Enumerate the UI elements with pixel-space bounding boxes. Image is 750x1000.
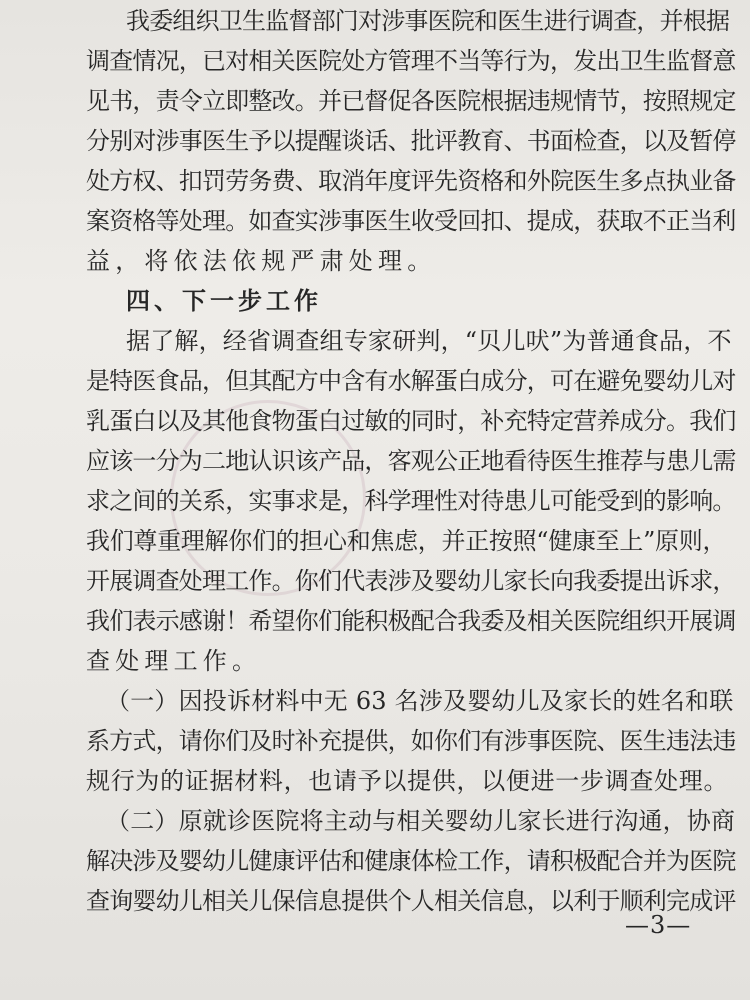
- paragraph-line: 我们尊重理解你们的担心和焦虑，并正按照“健康至上”原则，: [86, 527, 727, 555]
- list-item-line: 解决涉及婴幼儿健康评估和健康体检工作，请积极配合并为医院: [86, 847, 736, 875]
- paragraph-line: 我们表示感谢！希望你们能积极配合我委及相关医院组织开展调: [86, 607, 736, 635]
- paragraph-line: 求之间的关系，实事求是，科学理性对待患儿可能受到的影响。: [86, 487, 736, 515]
- list-item-line: （一）因投诉材料中无 63 名涉及婴幼儿及家长的姓名和联: [106, 687, 734, 715]
- list-item-line: 规行为的证据材料，也请予以提供，以便进一步调查处理。: [86, 767, 729, 795]
- paragraph-line: 益，将依法依规严肃处理。: [86, 247, 437, 275]
- page-number: —3—: [625, 911, 692, 939]
- section-heading: 四、下一步工作: [126, 287, 322, 315]
- paragraph-line: 见书，责令立即整改。并已督促各医院根据违规情节，按照规定: [86, 87, 736, 115]
- paragraph-line: 开展调查处理工作。你们代表涉及婴幼儿家长向我委提出诉求，: [86, 567, 736, 595]
- list-item-line: （二）原就诊医院将主动与相关婴幼儿家长进行沟通，协商: [106, 807, 736, 835]
- paragraph-line: 处方权、扣罚劳务费、取消年度评先资格和外院医生多点执业备: [86, 167, 736, 195]
- paragraph-line: 我委组织卫生监督部门对涉事医院和医生进行调查，并根据: [126, 7, 730, 35]
- paragraph-line: 调查情况，已对相关医院处方管理不当等行为，发出卫生监督意: [86, 47, 736, 75]
- paragraph-line: 分别对涉事医生予以提醒谈话、批评教育、书面检查，以及暂停: [86, 127, 736, 155]
- paragraph-line: 案资格等处理。如查实涉事医生收受回扣、提成，获取不正当利: [86, 207, 736, 235]
- list-item-line: 系方式，请你们及时补充提供，如你们有涉事医院、医生违法违: [86, 727, 736, 755]
- paragraph-line: 据了解，经省调查组专家研判，“贝儿吠”为普通食品，不: [126, 327, 732, 355]
- paragraph-line: 应该一分为二地认识该产品，客观公正地看待医生推荐与患儿需: [86, 447, 736, 475]
- paragraph-line: 是特医食品，但其配方中含有水解蛋白成分，可在避免婴幼儿对: [86, 367, 736, 395]
- paragraph-line: 乳蛋白以及其他食物蛋白过敏的同时，补充特定营养成分。我们: [86, 407, 736, 435]
- paragraph-line: 查处理工作。: [86, 647, 262, 675]
- list-item-line: 查询婴幼儿相关儿保信息提供个人相关信息，以利于顺利完成评: [86, 887, 736, 915]
